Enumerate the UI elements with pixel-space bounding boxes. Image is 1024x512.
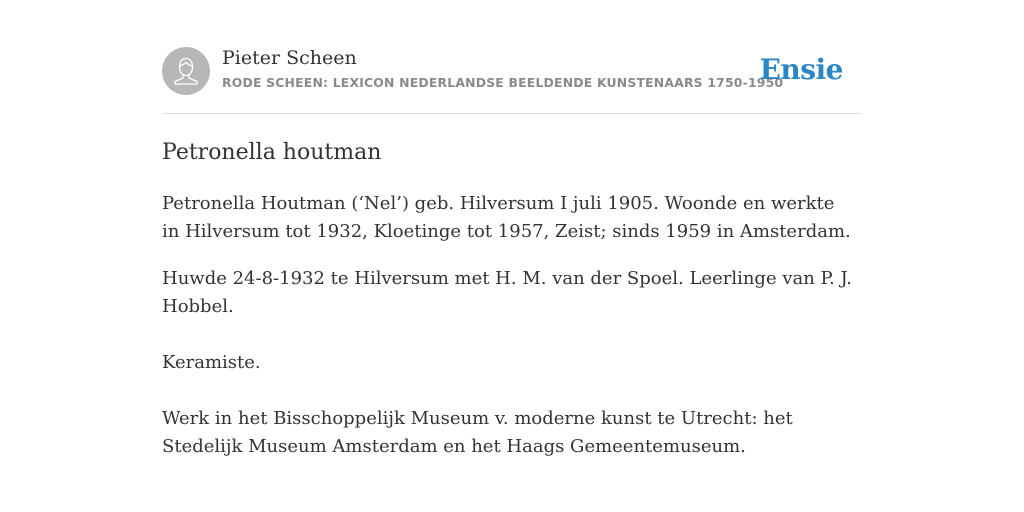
article-header <box>162 46 862 96</box>
ensie-logo[interactable]: Ensie <box>759 53 843 86</box>
author-name[interactable]: Pieter Scheen <box>222 47 357 69</box>
article-title: Petronella houtman <box>162 140 382 165</box>
author-avatar[interactable] <box>162 47 210 95</box>
source-lexicon[interactable]: RODE SCHEEN: LEXICON NEDERLANDSE BEELDENDE KUNSTENAARS 1750-1950 <box>222 75 784 90</box>
header-divider <box>162 113 862 114</box>
paragraph-biography: Petronella Houtman (‘Nel’) geb. Hilversum I juli 1905. Woonde en werkte in Hilversum tot 1932, Kloetinge tot 1957, Zeist; sinds 1959 in Amsterdam. <box>162 193 851 242</box>
paragraph-marriage: Huwde 24-8-1932 te Hilversum met H. M. van der Spoel. Leerlinge van P. J. Hobbel. <box>162 268 852 317</box>
paragraph-profession: Keramiste. <box>162 352 261 373</box>
paragraph-collections: Werk in het Bisschoppelijk Museum v. moderne kunst te Utrecht: het Stedelijk Museum Amsterdam en het Haags Gemeentemuseum. <box>162 408 793 457</box>
user-silhouette-icon <box>162 47 210 95</box>
